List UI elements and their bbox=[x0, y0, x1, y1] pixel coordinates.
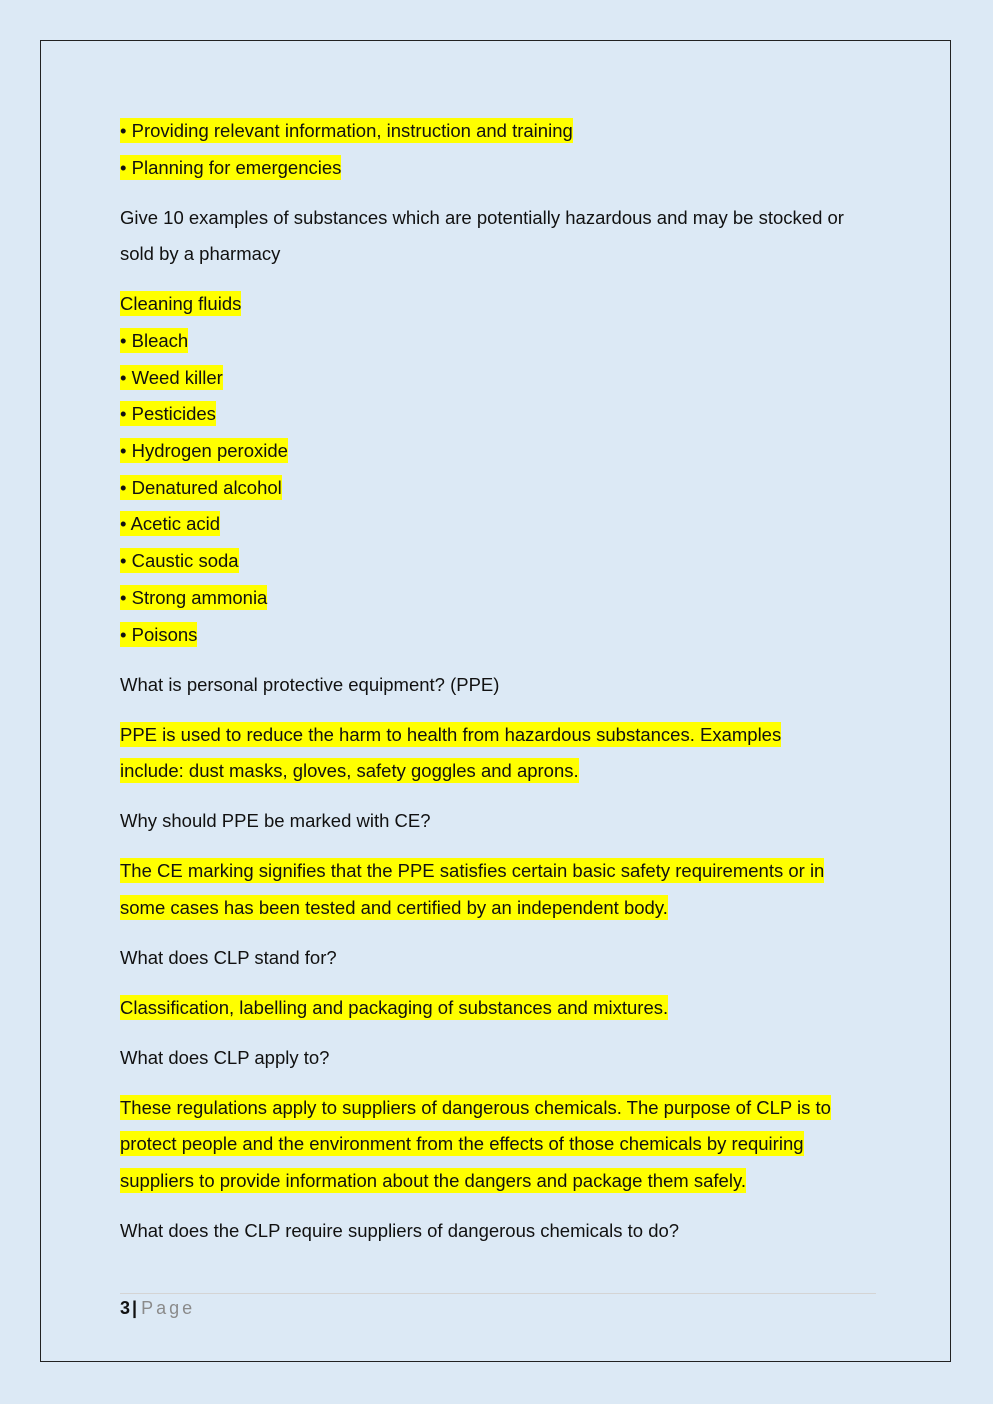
list-item: • Pesticides bbox=[120, 403, 216, 425]
list-item: • Weed killer bbox=[120, 366, 223, 388]
answer-ce-cont: some cases has been tested and certified by an independent body. bbox=[120, 896, 668, 918]
question-ce: Why should PPE be marked with CE? bbox=[120, 810, 431, 832]
question-hazardous-substances-cont: sold by a pharmacy bbox=[120, 243, 281, 265]
answer-clp: Classification, labelling and packaging of substances and mixtures. bbox=[120, 996, 669, 1018]
list-item: • Strong ammonia bbox=[120, 586, 268, 608]
question-hazardous-substances: Give 10 examples of substances which are potentially hazardous and may be stocked or bbox=[120, 206, 844, 228]
question-ppe: What is personal protective equipment? (PPE) bbox=[120, 673, 500, 695]
page-label: Page bbox=[141, 1298, 196, 1318]
list-item: • Caustic soda bbox=[120, 550, 239, 572]
page-footer bbox=[120, 1296, 195, 1320]
document-body bbox=[120, 113, 880, 1250]
answer-ppe-cont: include: dust masks, gloves, safety goggles and aprons. bbox=[120, 760, 579, 782]
list-item: • Bleach bbox=[120, 330, 189, 352]
list-item: • Denatured alcohol bbox=[120, 476, 282, 498]
answer-clp-apply-cont: protect people and the environment from the effects of those chemicals by requiring bbox=[120, 1133, 804, 1155]
question-clp-require: What does the CLP require suppliers of dangerous chemicals to do? bbox=[120, 1220, 680, 1242]
bullet-item: • Planning for emergencies bbox=[120, 156, 342, 178]
list-item: • Acetic acid bbox=[120, 513, 221, 535]
page-number: 3 bbox=[120, 1298, 131, 1318]
answer-heading: Cleaning fluids bbox=[120, 293, 242, 315]
list-item: • Poisons bbox=[120, 623, 198, 645]
answer-clp-apply: These regulations apply to suppliers of dangerous chemicals. The purpose of CLP is to bbox=[120, 1096, 831, 1118]
answer-ppe: PPE is used to reduce the harm to health from hazardous substances. Examples bbox=[120, 723, 782, 745]
answer-ce: The CE marking signifies that the PPE satisfies certain basic safety requirements or in bbox=[120, 860, 825, 882]
list-item: • Hydrogen peroxide bbox=[120, 440, 288, 462]
page-separator: | bbox=[132, 1298, 138, 1318]
footer-divider bbox=[120, 1293, 876, 1294]
answer-clp-apply-cont: suppliers to provide information about the dangers and package them safely. bbox=[120, 1170, 746, 1192]
question-clp-apply: What does CLP apply to? bbox=[120, 1046, 330, 1068]
question-clp: What does CLP stand for? bbox=[120, 946, 337, 968]
bullet-item: • Providing relevant information, instruction and training bbox=[120, 120, 573, 141]
